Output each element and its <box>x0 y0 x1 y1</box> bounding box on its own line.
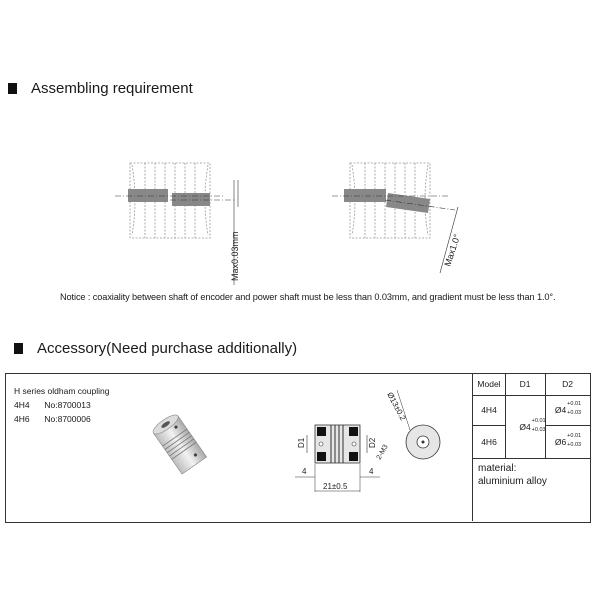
item-model: 4H4 <box>14 400 30 410</box>
square-bullet-icon <box>14 343 23 354</box>
d1-label: D1 <box>297 437 306 448</box>
material-info <box>478 462 547 488</box>
list-item <box>14 412 109 426</box>
square-bullet-icon <box>8 83 17 94</box>
max-offset-label: Max0.03mm <box>230 231 240 281</box>
section-accessory-title <box>14 340 297 357</box>
coupling-side-drawing <box>285 380 465 500</box>
section-title-text: Accessory(Need purchase additionally) <box>37 340 298 357</box>
section-title-text: Assembling requirement <box>31 80 193 97</box>
left-shaft <box>128 189 168 202</box>
gradient-figure <box>330 155 470 290</box>
material-label: material: <box>478 463 517 474</box>
max-gradient-label: Max1.0° <box>442 233 463 268</box>
table-cell-model: 4H6 <box>481 436 497 447</box>
table-header-model: Model <box>477 379 501 389</box>
coupling-illustration <box>145 410 215 480</box>
list-item <box>14 398 109 412</box>
left-shaft <box>344 189 386 202</box>
item-number: No:8700013 <box>44 400 91 410</box>
d2-label: D2 <box>368 437 377 448</box>
table-cell-d1: Ø4 +0.01 +0.03 <box>519 417 546 433</box>
right-length-label: 4 <box>369 467 374 476</box>
coupling-series-info <box>14 384 109 426</box>
right-shaft <box>172 193 210 206</box>
section-assembling-title <box>8 80 193 97</box>
table-header-d2: D2 <box>562 379 573 389</box>
item-model: 4H6 <box>14 414 30 424</box>
screw-label: 2-M3 <box>375 443 390 461</box>
outer-diameter-label: Ø13±0.2 <box>385 390 408 422</box>
table-cell-model: 4H4 <box>481 405 497 415</box>
table-cell-d2: Ø6 +0.01 +0.03 <box>554 432 582 448</box>
assembly-notice: Notice : coaxiality between shaft of encoder and power shaft must be less than 0.03mm, and gradient must be less than 1.0°. <box>60 292 556 302</box>
spec-table <box>472 373 590 521</box>
series-title: H series oldham coupling <box>14 386 110 396</box>
material-value: aluminium alloy <box>478 476 547 487</box>
left-length-label: 4 <box>302 467 307 476</box>
coaxiality-figure <box>110 155 250 290</box>
table-cell-d2: Ø4 +0.01 +0.03 <box>554 401 582 416</box>
total-length-label: 21±0.5 <box>323 482 348 491</box>
table-header-d1: D1 <box>519 379 531 389</box>
item-number: No:8700006 <box>44 414 91 424</box>
